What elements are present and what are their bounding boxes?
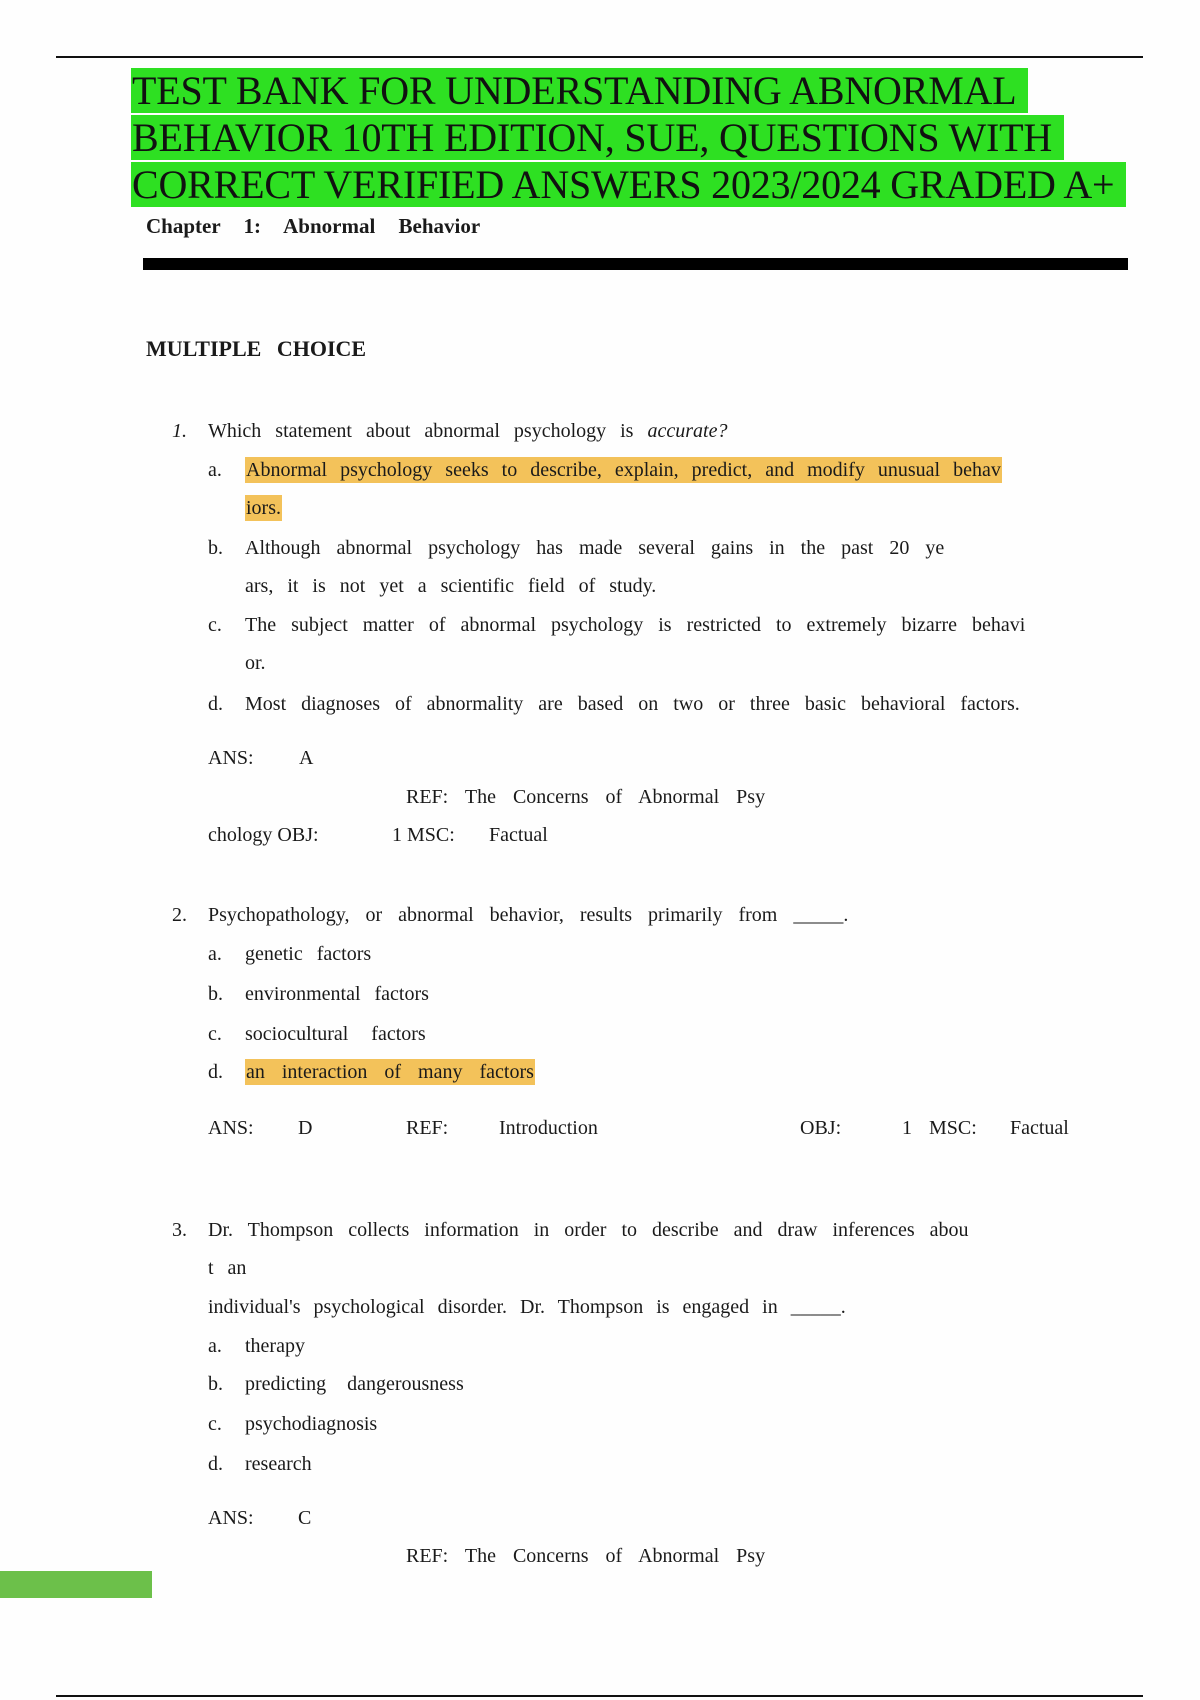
q1-option-a-text [245, 457, 1002, 483]
q2-option-d-highlight: an interaction of many factors [246, 1061, 534, 1083]
question-2-stem: Psychopathology, or abnormal behavior, results primarily from _____. [208, 904, 849, 926]
q1-option-b-text-cont: ars, it is not yet a scientific field of study. [245, 575, 657, 597]
q1-msc-value: Factual [489, 824, 548, 846]
question-3-number: 3. [172, 1219, 187, 1241]
q1-reference: REF: The Concerns of Abnormal Psy [406, 786, 766, 808]
q1-option-b-letter: b. [208, 537, 223, 559]
document-title-line-2: BEHAVIOR 10TH EDITION, SUE, QUESTIONS WITH [131, 115, 1064, 161]
q3-reference: REF: The Concerns of Abnormal Psy [406, 1545, 766, 1567]
q2-option-b-text: environmental factors [245, 983, 429, 1005]
question-3-stem-cont: t an [208, 1257, 247, 1279]
q2-option-a-text: genetic factors [245, 943, 372, 965]
chapter-heading: Chapter 1: Abnormal Behavior [146, 214, 481, 238]
q1-option-c-letter: c. [208, 614, 222, 636]
q1-option-b-text: Although abnormal psychology has made several gains in the past 20 ye [245, 537, 945, 559]
q1-objective-msc: 1 MSC: [392, 824, 455, 846]
page-corner-tab [0, 1571, 152, 1598]
q1-option-d-letter: d. [208, 693, 223, 715]
question-3-stem: Dr. Thompson collects information in order to describe and draw inferences abou [208, 1219, 969, 1241]
q2-ref-label: REF: [406, 1117, 449, 1139]
q1-option-a-highlight: Abnormal psychology seeks to describe, explain, predict, and modify unusual behav [246, 459, 1001, 481]
q2-msc-value: Factual [1010, 1117, 1069, 1139]
q3-option-d-letter: d. [208, 1453, 223, 1475]
q1-option-a-letter: a. [208, 459, 222, 481]
q1-answer-value: A [299, 747, 314, 769]
q1-option-d-text: Most diagnoses of abnormality are based on two or three basic behavioral factors. [245, 693, 1020, 715]
question-1-stem [208, 418, 727, 444]
q2-option-d-text [245, 1059, 535, 1085]
q3-answer-value: C [298, 1507, 312, 1529]
q2-obj-label: OBJ: [800, 1117, 842, 1139]
q3-option-c-text: psychodiagnosis [245, 1413, 378, 1435]
chapter-divider [143, 258, 1128, 270]
q2-obj-value: 1 [902, 1117, 912, 1139]
q2-option-c-letter: c. [208, 1023, 222, 1045]
q3-option-d-text: research [245, 1453, 312, 1475]
q2-option-b-letter: b. [208, 983, 223, 1005]
document-title-line-3: CORRECT VERIFIED ANSWERS 2023/2024 GRADED A+ [131, 162, 1126, 208]
q1-option-a-highlight-cont: iors. [246, 497, 281, 519]
q2-msc-label: MSC: [929, 1117, 977, 1139]
top-rule [56, 56, 1143, 58]
q2-option-c-text: sociocultural factors [245, 1023, 426, 1045]
q1-option-c-text-cont: or. [245, 652, 266, 674]
q3-option-a-text: therapy [245, 1335, 305, 1357]
section-heading: MULTIPLE CHOICE [146, 336, 367, 361]
question-2-number: 2. [172, 904, 187, 926]
question-1-stem-text: Which statement about abnormal psychology is [208, 420, 634, 442]
q1-option-c-text: The subject matter of abnormal psychology is restricted to extremely bizarre behavi [245, 614, 1026, 636]
q2-answer-value: D [298, 1117, 313, 1139]
q3-option-c-letter: c. [208, 1413, 222, 1435]
q1-answer-label: ANS: [208, 747, 254, 769]
document-title-line-1: TEST BANK FOR UNDERSTANDING ABNORMAL [131, 68, 1028, 114]
q3-option-b-text: predicting dangerousness [245, 1373, 464, 1395]
q2-option-a-letter: a. [208, 943, 222, 965]
q3-option-b-letter: b. [208, 1373, 223, 1395]
q2-answer-label: ANS: [208, 1117, 254, 1139]
q2-option-d-letter: d. [208, 1061, 223, 1083]
bottom-rule [56, 1695, 1143, 1697]
question-1-stem-emphasis: accurate? [647, 420, 728, 442]
q3-option-a-letter: a. [208, 1335, 222, 1357]
q1-reference-cont: chology OBJ: [208, 824, 319, 846]
question-1-number: 1. [172, 420, 187, 442]
question-3-stem-line-3: individual's psychological disorder. Dr. Thompson is engaged in _____. [208, 1296, 846, 1318]
q1-option-a-text-cont [245, 495, 282, 521]
q2-ref-value: Introduction [499, 1117, 598, 1139]
q3-answer-label: ANS: [208, 1507, 254, 1529]
